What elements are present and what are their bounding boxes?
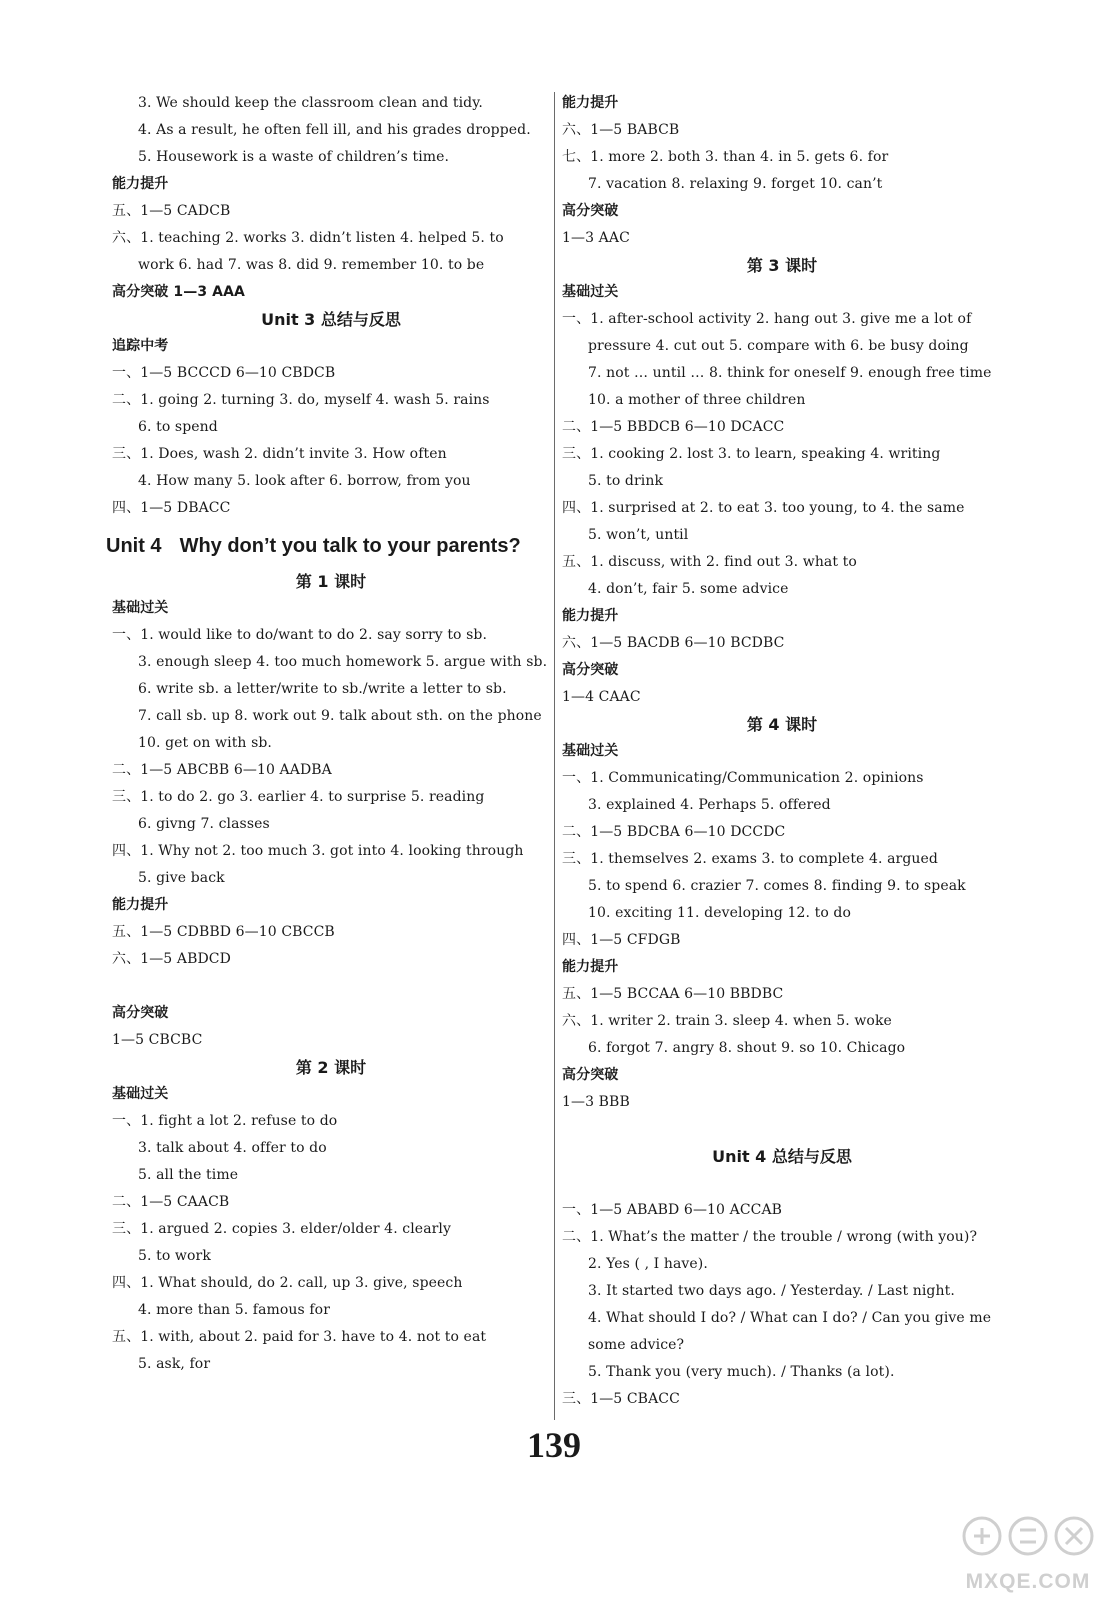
- unit-title: [106, 526, 550, 566]
- answer-line: 一、1. Communicating/Communication 2. opinions: [562, 770, 924, 786]
- answer-line: 六、1. teaching 2. works 3. didn’t listen 4. helped 5. to: [112, 230, 504, 246]
- lesson-title: 第 4 课时: [746, 715, 818, 734]
- section-heading: 能力提升: [112, 176, 169, 192]
- right-column: [562, 90, 1002, 1413]
- answer-line: 7. vacation 8. relaxing 9. forget 10. can’t: [588, 176, 883, 192]
- section-heading: 能力提升: [112, 897, 169, 913]
- answer-line: 5. won’t, until: [588, 527, 689, 543]
- answer-line: 6. forgot 7. angry 8. shout 9. so 10. Chicago: [588, 1040, 906, 1056]
- answer-line: 六、1—5 ABDCD: [112, 951, 231, 967]
- answer-line: 3. We should keep the classroom clean and tidy.: [138, 95, 483, 111]
- watermark: [962, 1510, 1094, 1592]
- left-column: [106, 90, 550, 1378]
- answer-line: [562, 1116, 1002, 1143]
- answer-line: 三、1. cooking 2. lost 3. to learn, speaking 4. writing: [562, 446, 941, 462]
- answer-line: 10. exciting 11. developing 12. to do: [588, 905, 851, 921]
- answer-line: 1—5 CBCBC: [112, 1032, 203, 1048]
- section-heading: 基础过关: [112, 600, 169, 616]
- section-heading: 追踪中考: [112, 338, 169, 354]
- answer-line: some advice?: [588, 1337, 685, 1353]
- answer-line: 2. Yes ( , I have).: [588, 1256, 708, 1272]
- answer-line: 7. call sb. up 8. work out 9. talk about sth. on the phone: [138, 708, 542, 724]
- answer-line: 1—3 BBB: [562, 1094, 630, 1110]
- answer-line: 六、1—5 BACDB 6—10 BCDBC: [562, 635, 785, 651]
- answer-line: 二、1—5 ABCBB 6—10 AADBA: [112, 762, 332, 778]
- answer-line: 二、1. What’s the matter / the trouble / wrong (with you)?: [562, 1229, 978, 1245]
- answer-line: 四、1—5 DBACC: [112, 500, 231, 516]
- section-heading: 基础过关: [562, 743, 619, 759]
- answer-line: 四、1—5 CFDGB: [562, 932, 681, 948]
- answer-line: 六、1. writer 2. train 3. sleep 4. when 5. woke: [562, 1013, 892, 1029]
- answer-line: 4. What should I do? / What can I do? / Can you give me: [588, 1310, 992, 1326]
- answer-line: 一、1—5 ABABD 6—10 ACCAB: [562, 1202, 783, 1218]
- answer-line: 二、1—5 CAACB: [112, 1194, 230, 1210]
- answer-line: 1—3 AAC: [562, 230, 630, 246]
- answer-line: 4. don’t, fair 5. some advice: [588, 581, 789, 597]
- section-heading: 能力提升: [562, 608, 619, 624]
- answer-line: 6. to spend: [138, 419, 218, 435]
- answer-line: 4. As a result, he often fell ill, and his grades dropped.: [138, 122, 531, 138]
- answer-line: 4. more than 5. famous for: [138, 1302, 330, 1318]
- answer-line: [562, 1170, 1002, 1197]
- answer-line: 10. get on with sb.: [138, 735, 272, 751]
- section-heading: 高分突破 1—3 AAA: [112, 284, 245, 300]
- answer-line: 5. give back: [138, 870, 225, 886]
- page-number: 139: [527, 1425, 581, 1465]
- column-divider: [554, 92, 555, 1420]
- answer-line: 六、1—5 BABCB: [562, 122, 680, 138]
- answer-line: 一、1. fight a lot 2. refuse to do: [112, 1113, 338, 1129]
- answer-line: 三、1—5 CBACC: [562, 1391, 680, 1407]
- section-heading: 基础过关: [112, 1086, 169, 1102]
- answer-line: 6. givng 7. classes: [138, 816, 270, 832]
- lesson-title: 第 1 课时: [295, 572, 367, 591]
- answer-line: 4. How many 5. look after 6. borrow, from you: [138, 473, 471, 489]
- answer-line: 三、1. argued 2. copies 3. elder/older 4. clearly: [112, 1221, 452, 1237]
- answer-line: 二、1—5 BBDCB 6—10 DCACC: [562, 419, 785, 435]
- answer-line: 五、1—5 BCCAA 6—10 BBDBC: [562, 986, 784, 1002]
- section-heading: 高分突破: [112, 1005, 169, 1021]
- answer-line: 二、1. going 2. turning 3. do, myself 4. wash 5. rains: [112, 392, 490, 408]
- unit-question: Why don’t you talk to your parents?: [179, 535, 521, 557]
- answer-line: 5. to work: [138, 1248, 211, 1264]
- answer-line: 3. talk about 4. offer to do: [138, 1140, 327, 1156]
- section-heading: 高分突破: [562, 662, 619, 678]
- section-heading: 高分突破: [562, 203, 619, 219]
- answer-line: 5. all the time: [138, 1167, 239, 1183]
- answer-line: 5. ask, for: [138, 1356, 211, 1372]
- answer-line: 一、1—5 BCCCD 6—10 CBDCB: [112, 365, 336, 381]
- answer-line: work 6. had 7. was 8. did 9. remember 10. to be: [138, 257, 485, 273]
- answer-line: 6. write sb. a letter/write to sb./write a letter to sb.: [138, 681, 507, 697]
- answer-line: 10. a mother of three children: [588, 392, 806, 408]
- answer-line: 五、1. discuss, with 2. find out 3. what to: [562, 554, 857, 570]
- watermark-logo-icon: [962, 1510, 1094, 1562]
- answer-line: 一、1. after-school activity 2. hang out 3. give me a lot of: [562, 311, 972, 327]
- answer-line: 五、1. with, about 2. paid for 3. have to 4. not to eat: [112, 1329, 487, 1345]
- watermark-text: MXQE.COM: [965, 1570, 1091, 1593]
- answer-line: 五、1—5 CADCB: [112, 203, 231, 219]
- lesson-title: Unit 3 总结与反思: [261, 310, 401, 329]
- answer-line: 5. Thank you (very much). / Thanks (a lot).: [588, 1364, 895, 1380]
- answer-line: 1—4 CAAC: [562, 689, 641, 705]
- answer-line: [112, 973, 550, 1000]
- answer-line: 五、1—5 CDBBD 6—10 CBCCB: [112, 924, 335, 940]
- answer-line: 七、1. more 2. both 3. than 4. in 5. gets 6. for: [562, 149, 889, 165]
- answer-line: 7. not … until … 8. think for oneself 9. enough free time: [588, 365, 992, 381]
- lesson-title: Unit 4 总结与反思: [712, 1147, 852, 1166]
- answer-line: 5. to drink: [588, 473, 664, 489]
- answer-line: 三、1. themselves 2. exams 3. to complete 4. argued: [562, 851, 938, 867]
- section-heading: 能力提升: [562, 959, 619, 975]
- answer-line: 5. Housework is a waste of children’s time.: [138, 149, 450, 165]
- answer-line: 3. enough sleep 4. too much homework 5. argue with sb.: [138, 654, 548, 670]
- answer-line: 一、1. would like to do/want to do 2. say sorry to sb.: [112, 627, 488, 643]
- section-heading: 高分突破: [562, 1067, 619, 1083]
- section-heading: 基础过关: [562, 284, 619, 300]
- answer-line: 3. It started two days ago. / Yesterday. / Last night.: [588, 1283, 955, 1299]
- answer-line: 四、1. surprised at 2. to eat 3. too young, to 4. the same: [562, 500, 965, 516]
- answer-line: 3. explained 4. Perhaps 5. offered: [588, 797, 831, 813]
- lesson-title: 第 2 课时: [295, 1058, 367, 1077]
- answer-line: 三、1. to do 2. go 3. earlier 4. to surprise 5. reading: [112, 789, 485, 805]
- unit-number: Unit 4: [106, 535, 162, 557]
- answer-line: 5. to spend 6. crazier 7. comes 8. finding 9. to speak: [588, 878, 966, 894]
- answer-line: 三、1. Does, wash 2. didn’t invite 3. How often: [112, 446, 447, 462]
- lesson-title: 第 3 课时: [746, 256, 818, 275]
- answer-line: 四、1. What should, do 2. call, up 3. give, speech: [112, 1275, 463, 1291]
- answer-line: pressure 4. cut out 5. compare with 6. be busy doing: [588, 338, 969, 354]
- answer-line: 二、1—5 BDCBA 6—10 DCCDC: [562, 824, 786, 840]
- answer-line: 四、1. Why not 2. too much 3. got into 4. looking through: [112, 843, 524, 859]
- section-heading: 能力提升: [562, 95, 619, 111]
